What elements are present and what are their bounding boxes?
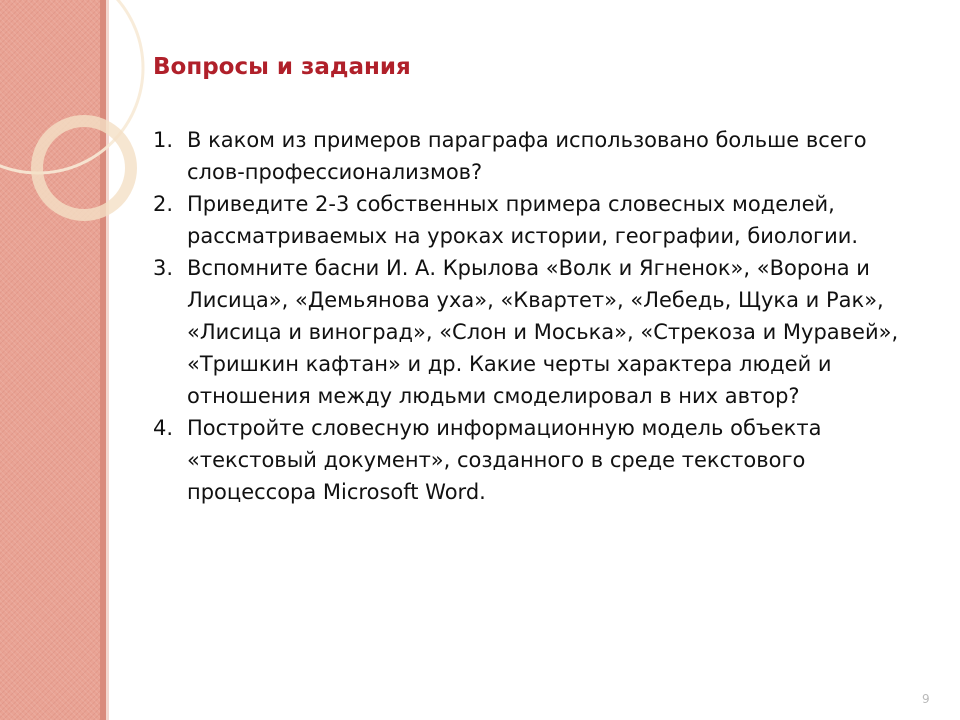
item-text: В каком из примеров параграфа использовано больше всего слов-профессионализмов? [187, 128, 867, 184]
page-number: 9 [922, 692, 930, 706]
item-number: 4. [153, 416, 174, 440]
item-text: Вспомните басни И. А. Крылова «Волк и Ягненок», «Ворона и Лисица», «Демьянова уха», «Квартет», «Лебедь, Щука и Рак», «Лисица и виноград», «Слон и Моська», «Стрекоза и Муравей», «Тришкин кафтан» и др. Какие черты характера людей и отношения между людьми смоделировал в них автор? [187, 256, 899, 408]
item-number: 1. [153, 128, 174, 152]
list-item [153, 252, 923, 412]
list-item [153, 124, 923, 188]
question-list [153, 124, 923, 508]
item-number: 3. [153, 256, 174, 280]
item-number: 2. [153, 192, 174, 216]
item-text: Постройте словесную информационную модель объекта «текстовый документ», созданного в среде текстового процессора Microsoft Word. [187, 416, 822, 504]
list-item [153, 412, 923, 508]
slide-title: Вопросы и задания [153, 54, 411, 80]
list-item [153, 188, 923, 252]
item-text: Приведите 2-3 собственных примера словесных моделей, рассматриваемых на уроках истории, географии, биологии. [187, 192, 859, 248]
